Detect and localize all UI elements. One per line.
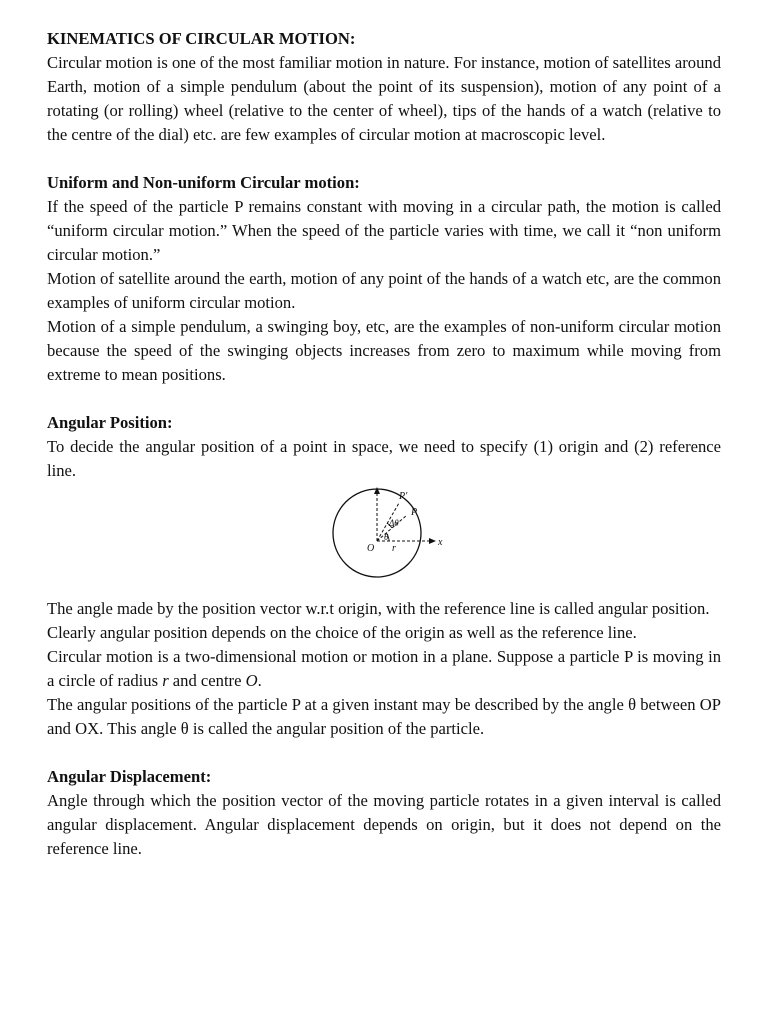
spacer <box>47 147 721 171</box>
angular-position-paragraph-5: The angular positions of the particle P at a given instant may be described by the angle θ between OP and OX. This angle θ is called the angular position of the particle. <box>47 695 721 738</box>
intro-paragraph: Circular motion is one of the most familiar motion in nature. For instance, motion of satellites around Earth, motion of a simple pendulum (about the point of its suspension), motion of any point of a rotating (or rolling) wheel (relative to the center of wheel), tips of the hands of a watch (relative to the centre of the dial) etc. are few examples of circular motion at macroscopic level. <box>47 53 721 144</box>
p4-text-b: and centre <box>168 671 246 690</box>
circle-diagram <box>47 485 721 593</box>
spacer <box>47 387 721 411</box>
angular-position-heading: Angular Position: <box>47 413 173 432</box>
page-title: KINEMATICS OF CIRCULAR MOTION: <box>47 29 356 48</box>
p4-text-a: Circular motion is a two-dimensional motion or motion in a plane. Suppose a particle P is moving in a circle of radius <box>47 647 721 690</box>
uniform-paragraph-2: Motion of satellite around the earth, motion of any point of the hands of a watch etc, are the common examples of uniform circular motion. <box>47 269 721 312</box>
angular-position-paragraph-1: To decide the angular position of a point in space, we need to specify (1) origin and (2) reference line. <box>47 437 721 480</box>
uniform-paragraph-1: If the speed of the particle P remains constant with moving in a circular path, the motion is called “uniform circular motion.” When the speed of the particle varies with time, we call it “non uniform circular motion.” <box>47 197 721 264</box>
uniform-heading: Uniform and Non-uniform Circular motion: <box>47 173 360 192</box>
label-p-prime: P′ <box>399 491 408 502</box>
document-page <box>47 27 721 861</box>
angular-position-paragraph-4 <box>47 645 721 693</box>
label-p: P <box>411 507 418 518</box>
angular-position-paragraph-3: Clearly angular position depends on the choice of the origin as well as the reference line. <box>47 623 637 642</box>
label-delta-theta: Δθ <box>389 518 399 528</box>
p4-radius-symbol: r <box>162 671 169 690</box>
label-origin: O <box>367 543 375 554</box>
uniform-paragraph-3: Motion of a simple pendulum, a swinging boy, etc, are the examples of non-uniform circular motion because the speed of the swinging objects increases from zero to maximum while moving from extreme to mean positions. <box>47 317 721 384</box>
angular-position-paragraph-2: The angle made by the position vector w.r.t origin, with the reference line is called angular position. <box>47 599 710 618</box>
label-x: x <box>438 537 443 548</box>
circle-diagram-svg <box>329 485 449 585</box>
vertical-arrow-icon <box>374 487 380 494</box>
label-r: r <box>392 543 396 554</box>
x-arrow-icon <box>429 538 436 544</box>
label-theta: θ <box>384 532 389 542</box>
p4-centre-symbol: O <box>245 671 258 690</box>
angular-displacement-heading: Angular Displacement: <box>47 767 212 786</box>
angular-displacement-paragraph: Angle through which the position vector of the moving particle rotates in a given interval is called angular displacement. Angular displacement depends on origin, but it does not depend on the reference line. <box>47 791 721 858</box>
p4-text-c: . <box>257 671 262 690</box>
spacer <box>47 741 721 765</box>
